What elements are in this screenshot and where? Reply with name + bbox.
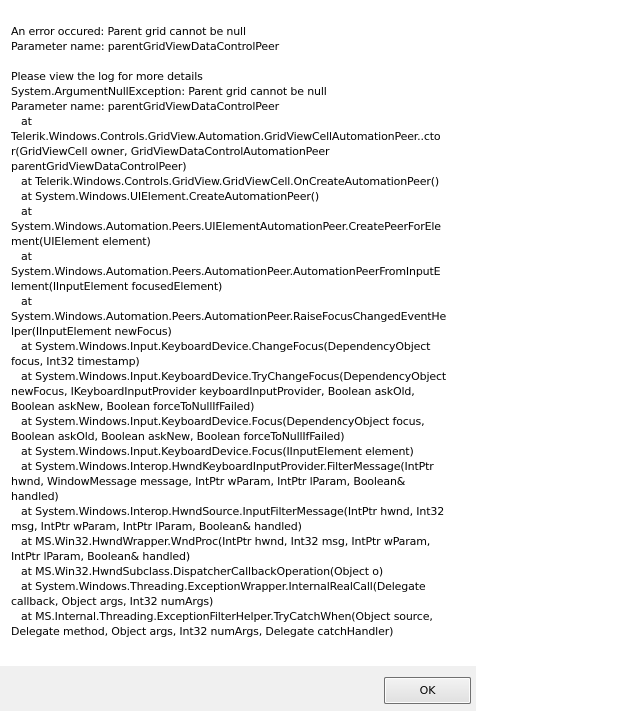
message-line: at System.Windows.Threading.ExceptionWrapper.InternalRealCall(Delegate: [11, 580, 426, 593]
message-line: Telerik.Windows.Controls.GridView.Automation.GridViewCellAutomationPeer..cto: [11, 130, 441, 143]
message-line: System.Windows.Automation.Peers.AutomationPeer.AutomationPeerFromInputE: [11, 265, 441, 278]
message-line: lement(IInputElement focusedElement): [11, 280, 223, 293]
message-line: msg, IntPtr wParam, IntPtr lParam, Boolean& handled): [11, 520, 302, 533]
error-message: [11, 24, 451, 639]
message-line: at: [11, 295, 32, 308]
message-line: handled): [11, 490, 59, 503]
message-line: at MS.Win32.HwndWrapper.WndProc(IntPtr hwnd, Int32 msg, IntPtr wParam,: [11, 535, 431, 548]
message-line: hwnd, WindowMessage message, IntPtr wParam, IntPtr lParam, Boolean&: [11, 475, 406, 488]
ok-button[interactable]: OK: [384, 677, 471, 704]
message-line: Parameter name: parentGridViewDataControlPeer: [11, 40, 279, 53]
message-line: Please view the log for more details: [11, 70, 203, 83]
message-line: at MS.Internal.Threading.ExceptionFilterHelper.TryCatchWhen(Object source,: [11, 610, 433, 623]
message-line: System.Windows.Automation.Peers.UIElementAutomationPeer.CreatePeerForEle: [11, 220, 441, 233]
message-line: An error occured: Parent grid cannot be null: [11, 25, 246, 38]
message-line: r(GridViewCell owner, GridViewDataControlAutomationPeer: [11, 145, 330, 158]
message-line: Delegate method, Object args, Int32 numArgs, Delegate catchHandler): [11, 625, 394, 638]
message-line: newFocus, IKeyboardInputProvider keyboardInputProvider, Boolean askOld,: [11, 385, 415, 398]
message-line: ment(UIElement element): [11, 235, 151, 248]
message-line: lper(IInputElement newFocus): [11, 325, 172, 338]
message-line: at: [11, 250, 32, 263]
message-line: at System.Windows.Input.KeyboardDevice.TryChangeFocus(DependencyObject: [11, 370, 447, 383]
message-line: callback, Object args, Int32 numArgs): [11, 595, 214, 608]
message-line: [11, 54, 451, 69]
message-line: at: [11, 205, 32, 218]
message-line: IntPtr lParam, Boolean& handled): [11, 550, 190, 563]
message-line: Parameter name: parentGridViewDataControlPeer: [11, 100, 279, 113]
message-line: at: [11, 115, 32, 128]
message-line: System.ArgumentNullException: Parent grid cannot be null: [11, 85, 327, 98]
message-line: at System.Windows.Interop.HwndSource.InputFilterMessage(IntPtr hwnd, Int32: [11, 505, 445, 518]
message-line: at Telerik.Windows.Controls.GridView.GridViewCell.OnCreateAutomationPeer(): [11, 175, 440, 188]
message-line: at MS.Win32.HwndSubclass.DispatcherCallbackOperation(Object o): [11, 565, 384, 578]
message-line: focus, Int32 timestamp): [11, 355, 140, 368]
message-line: parentGridViewDataControlPeer): [11, 160, 187, 173]
message-line: at System.Windows.Interop.HwndKeyboardInputProvider.FilterMessage(IntPtr: [11, 460, 434, 473]
message-line: at System.Windows.Input.KeyboardDevice.Focus(DependencyObject focus,: [11, 415, 425, 428]
message-line: System.Windows.Automation.Peers.AutomationPeer.RaiseFocusChangedEventHe: [11, 310, 447, 323]
message-line: Boolean askOld, Boolean askNew, Boolean forceToNullIfFailed): [11, 430, 345, 443]
message-line: Boolean askNew, Boolean forceToNullIfFailed): [11, 400, 255, 413]
message-line: at System.Windows.Input.KeyboardDevice.ChangeFocus(DependencyObject: [11, 340, 431, 353]
message-line: at System.Windows.Input.KeyboardDevice.Focus(IInputElement element): [11, 445, 414, 458]
message-line: at System.Windows.UIElement.CreateAutomationPeer(): [11, 190, 320, 203]
